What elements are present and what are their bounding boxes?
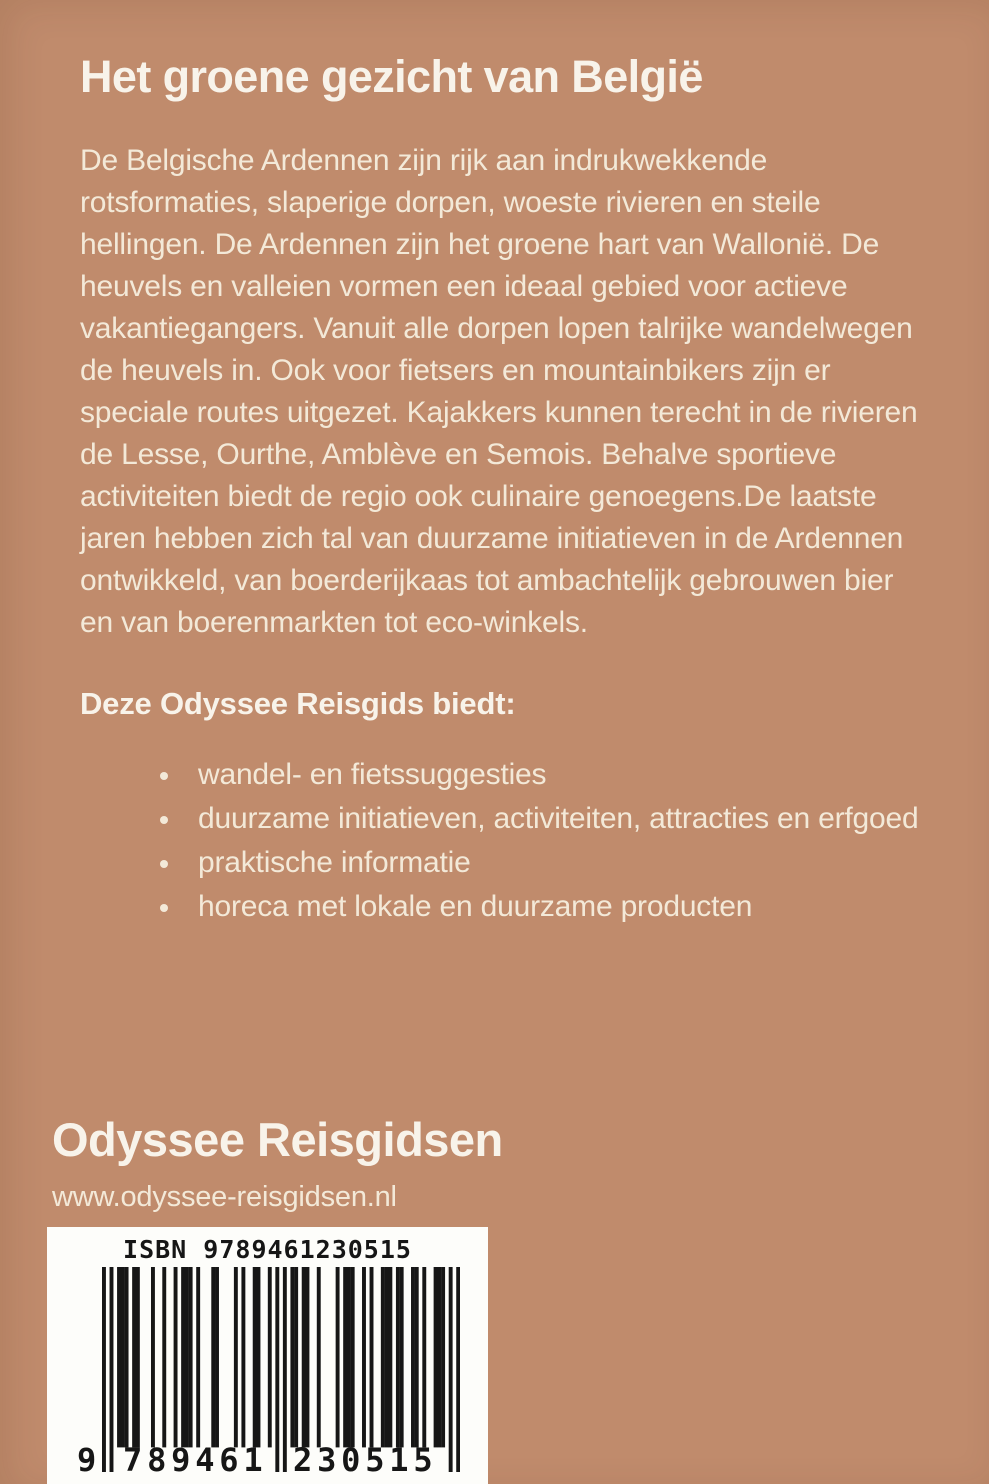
intro-paragraph: De Belgische Ardennen zijn rijk aan indrukwekkende rotsformaties, slaperige dorpen, woeste rivieren en steile hellingen. De Ardennen zijn het groene hart van Wallonië. De heuvels en valleien vormen een ideaal gebied voor actieve vakantiegangers. Vanuit alle dorpen lopen talrijke wandelwegen de heuvels in. Ook voor fietsers en mountainbikers zijn er speciale routes uitgezet. Kajakkers kunnen terecht in de rivieren de Lesse, Ourthe, Amblève en Semois. Behalve sportieve activiteiten biedt de regio ook culinaire genoegens.De laatste jaren hebben zich tal van duurzame initiatieven in de Ardennen ontwikkeld, van boerderijkaas tot ambachtelijk gebrouwen bier en van boerenmarkten tot eco-winkels. <box>80 143 918 639</box>
publisher-name: Odyssee Reisgidsen <box>52 1113 503 1166</box>
feature-item: • horeca met lokale en duurzame producten <box>183 886 925 928</box>
barcode-digit-group2: 230515 <box>293 1441 438 1479</box>
page-title: Het groene gezicht van België <box>80 51 703 102</box>
feature-item: • praktische informatie <box>183 842 925 884</box>
publisher-block <box>52 1112 503 1214</box>
feature-item: • wandel- en fietssuggesties <box>183 754 925 796</box>
list-heading: Deze Odyssee Reisgids biedt: <box>80 685 516 721</box>
isbn-label: ISBN 9789461230515 <box>123 1235 412 1264</box>
website-url: www.odyssee-reisgidsen.nl <box>52 1181 397 1213</box>
barcode-digit-group1: 789461 <box>123 1441 268 1479</box>
barcode-digit-first: 9 <box>77 1441 97 1479</box>
features-list <box>80 754 925 928</box>
barcode-box <box>47 1227 488 1484</box>
feature-item: • duurzame initiatieven, activiteiten, attracties en erfgoed <box>183 798 925 840</box>
